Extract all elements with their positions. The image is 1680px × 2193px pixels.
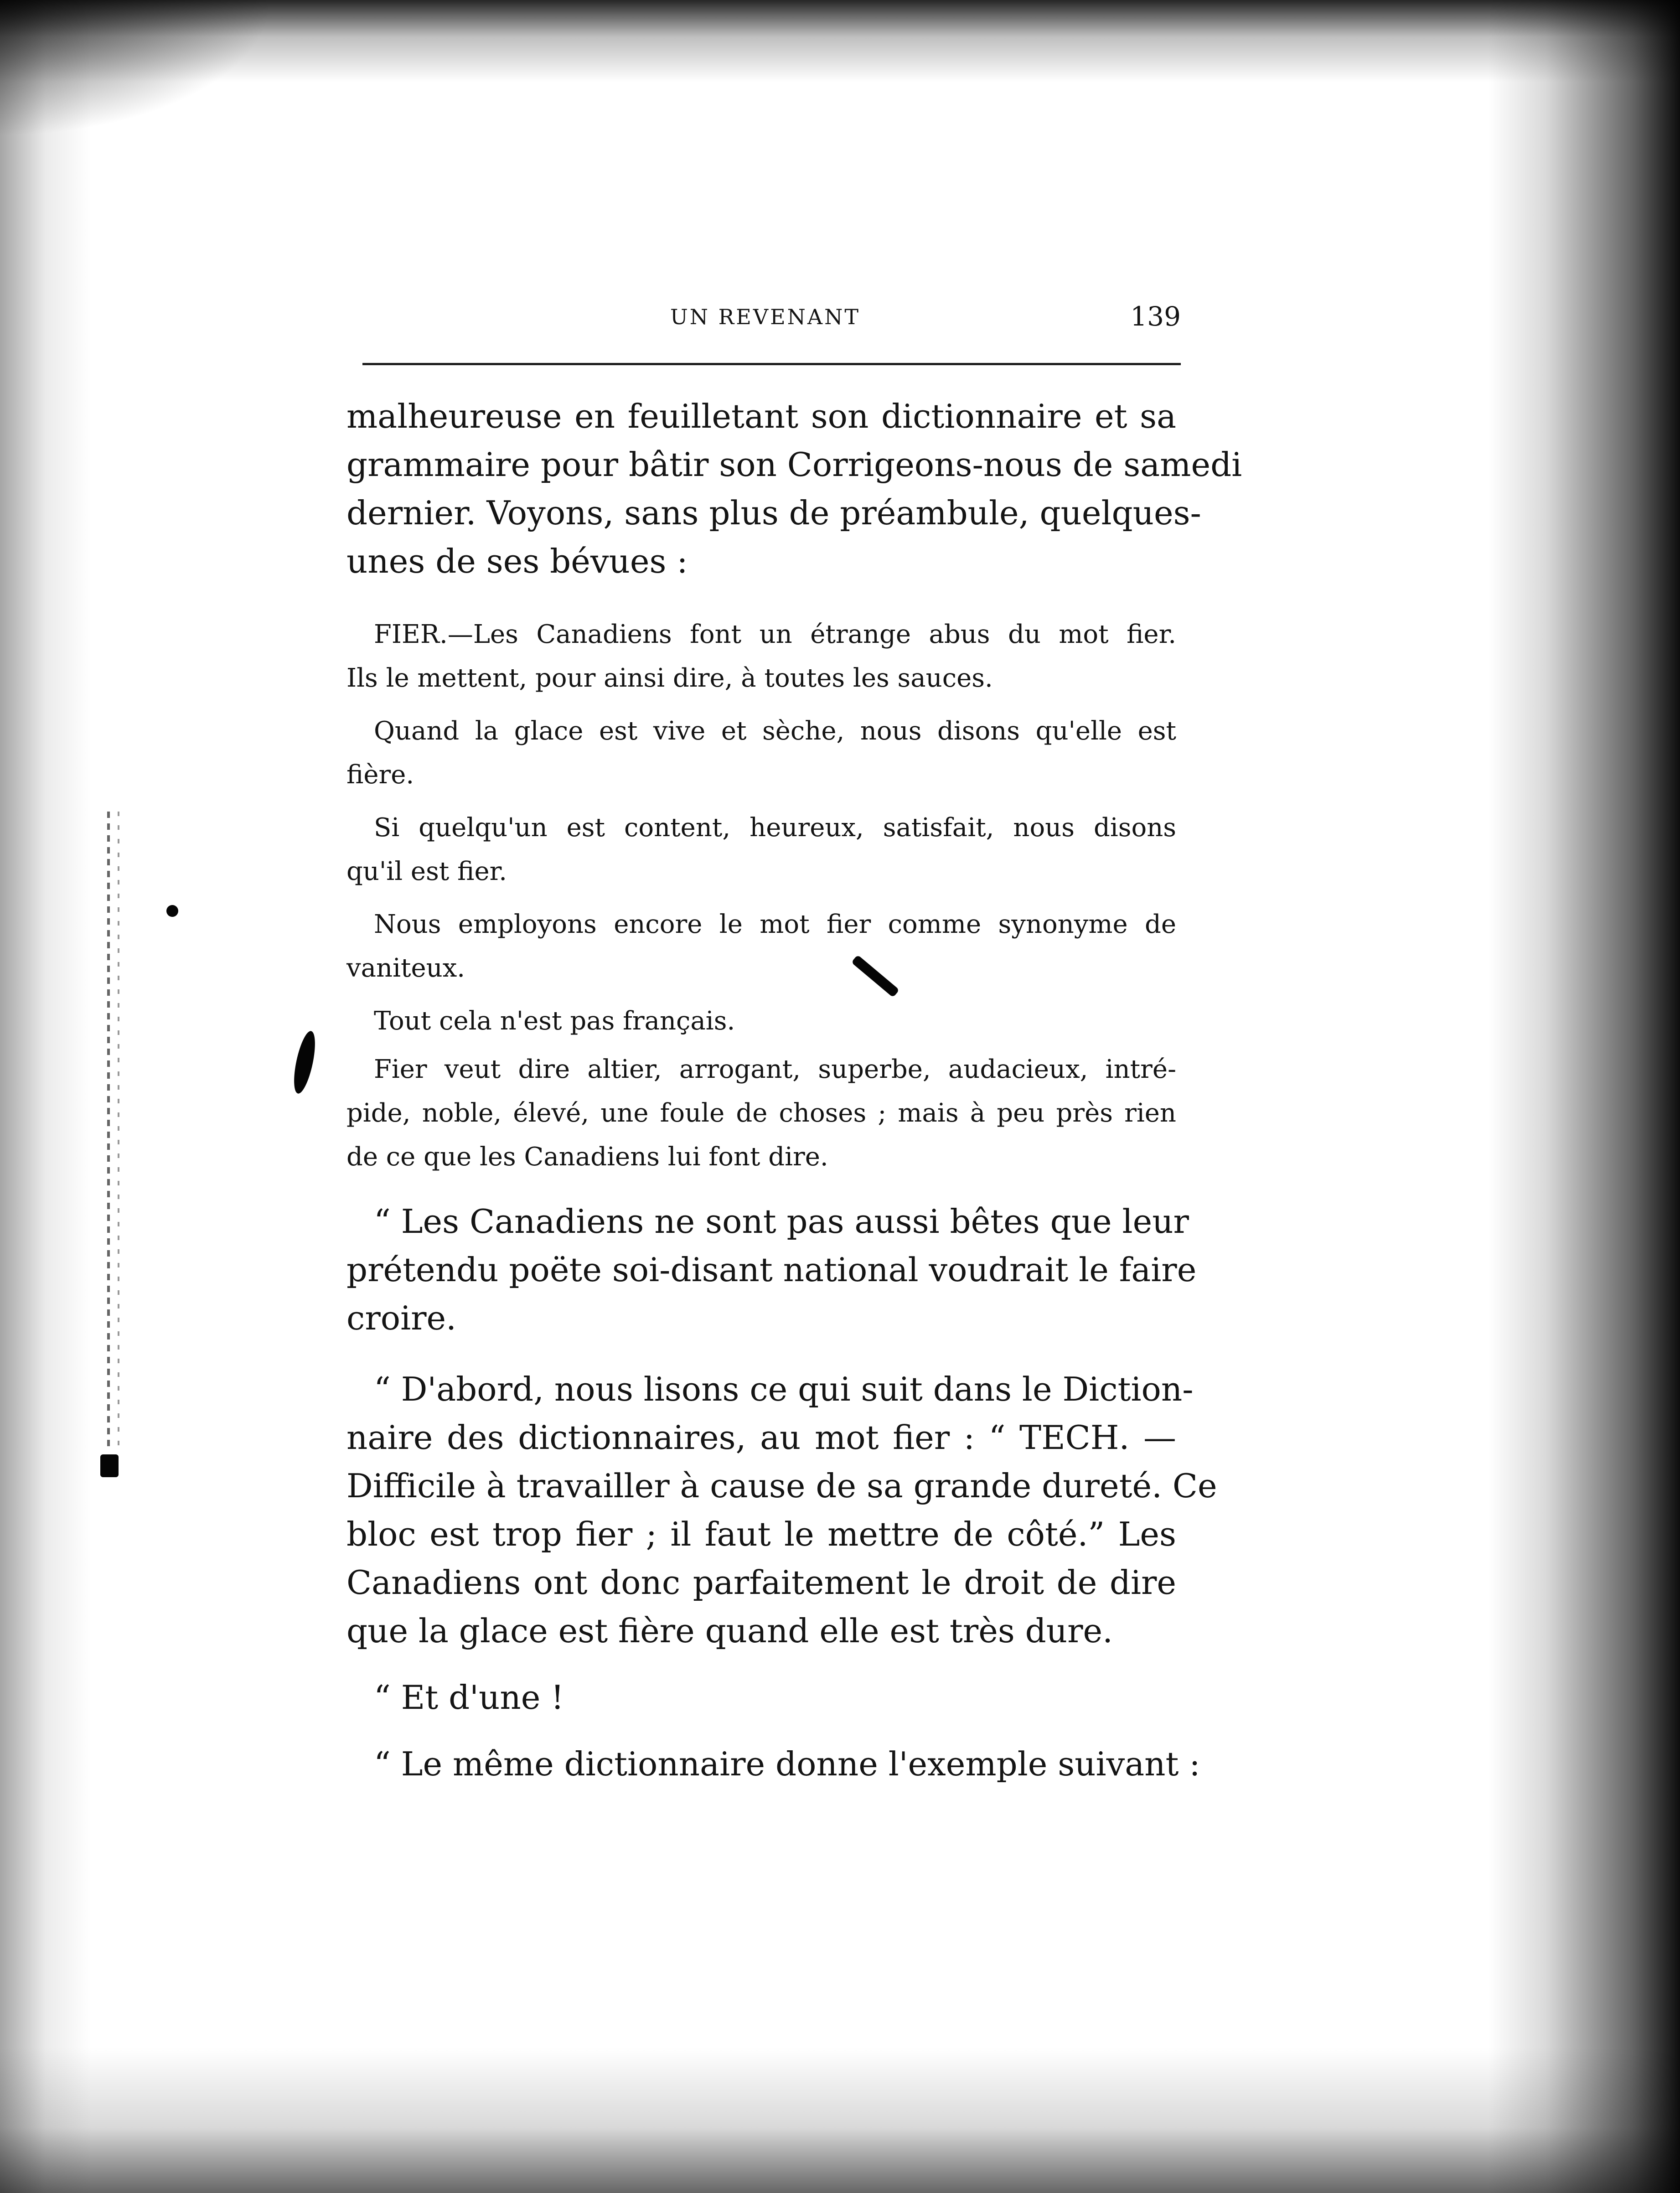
text-line: “ D'abord, nous lisons ce qui suit dans le Diction- [374, 1370, 1194, 1408]
quote-paragraph-3 [346, 806, 1176, 894]
text-line: grammaire pour bâtir son Corrigeons-nous de samedi [346, 445, 1242, 484]
paragraph-3 [346, 1365, 1217, 1655]
ink-speck [100, 1454, 119, 1477]
body-text [346, 392, 1242, 1788]
text-line: vaniteux. [346, 953, 465, 983]
text-line: “ Le même dictionnaire donne l'exemple suivant : [374, 1745, 1200, 1783]
text-line: naire des dictionnaires, au mot fier : “ TECH. — [346, 1418, 1176, 1457]
paragraph-2 [346, 1197, 1197, 1342]
text-line: “ Et d'une ! [374, 1678, 564, 1717]
quote-paragraph-1 [346, 613, 1176, 700]
binding-marks-secondary [118, 812, 119, 1450]
scan-shadow-bottom [0, 2047, 1680, 2193]
text-line: Si quelqu'un est content, heureux, satisfait, nous disons [374, 813, 1176, 843]
page-number: 139 [1130, 301, 1181, 332]
paragraph-1 [346, 392, 1242, 585]
paragraph-4 [346, 1673, 1176, 1722]
text-line: FIER.—Les Canadiens font un étrange abus du mot fier. [374, 620, 1176, 649]
text-line: que la glace est fière quand elle est très dure. [346, 1612, 1113, 1650]
text-line: fière. [346, 760, 414, 790]
text-line: Difficile à travailler à cause de sa grande dureté. Ce [346, 1467, 1217, 1505]
running-head: UN REVENANT [670, 305, 861, 329]
text-line: malheureuse en feuilletant son dictionnaire et sa [346, 397, 1176, 435]
text-line: qu'il est fier. [346, 857, 507, 886]
page-header [360, 301, 1181, 337]
text-line: pide, noble, élevé, une foule de choses ; mais à peu près rien [346, 1098, 1176, 1128]
text-line: Canadiens ont donc parfaitement le droit de dire [346, 1563, 1176, 1602]
header-rule [362, 363, 1181, 365]
text-line: Quand la glace est vive et sèche, nous disons qu'elle est [374, 716, 1176, 746]
quote-paragraph-5 [346, 999, 1176, 1043]
block-quote [346, 613, 1176, 1179]
quote-paragraph-4 [346, 903, 1176, 990]
text-line: Ils le mettent, pour ainsi dire, à toutes les sauces. [346, 663, 993, 693]
text-line: Tout cela n'est pas français. [374, 1006, 735, 1036]
text-line: croire. [346, 1299, 457, 1337]
quote-paragraph-6 [346, 1048, 1176, 1179]
text-line: bloc est trop fier ; il faut le mettre de côté.” Les [346, 1515, 1176, 1553]
quote-paragraph-2 [346, 709, 1176, 797]
text-line: Fier veut dire altier, arrogant, superbe, audacieux, intré- [374, 1055, 1176, 1084]
scan-shadow-right [1489, 0, 1680, 2193]
scan-shadow-left [0, 0, 91, 2193]
text-line: dernier. Voyons, sans plus de préambule, quelques- [346, 494, 1201, 532]
text-line: prétendu poëte soi-disant national voudrait le faire [346, 1251, 1197, 1289]
text-line: unes de ses bévues : [346, 542, 688, 580]
text-line: “ Les Canadiens ne sont pas aussi bêtes que leur [374, 1202, 1189, 1241]
paragraph-5 [346, 1740, 1200, 1788]
ink-speck [166, 905, 178, 917]
text-line: Nous employons encore le mot fier comme synonyme de [374, 910, 1176, 939]
ink-blot [290, 1029, 319, 1095]
text-line: de ce que les Canadiens lui font dire. [346, 1142, 828, 1172]
binding-marks [107, 812, 110, 1450]
